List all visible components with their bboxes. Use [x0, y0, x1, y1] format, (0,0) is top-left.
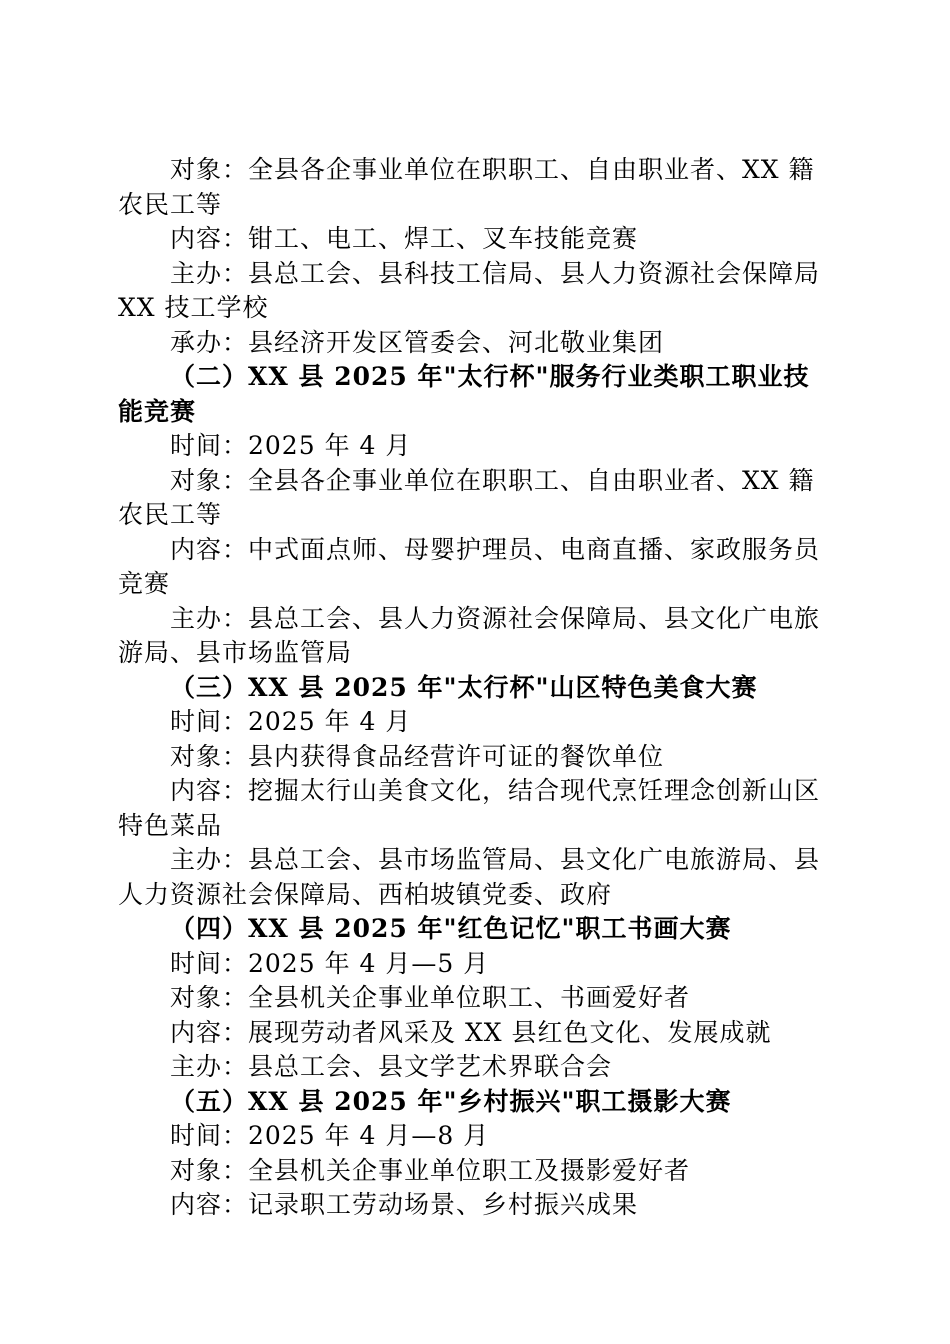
section-heading-4: （四）XX 县 2025 年"红色记忆"职工书画大赛 [170, 914, 732, 943]
paragraph-target-5: 对象：全县机关企事业单位职工及摄影爱好者 [170, 1155, 691, 1185]
paragraph-organizer-1: 主办：县总工会、县科技工信局、县人力资源社会保障局 XX 技工学校 [118, 258, 821, 322]
paragraph-content-3: 内容：挖掘太行山美食文化，结合现代烹饪理念创新山区特色菜品 [118, 776, 821, 840]
section-heading-3: （三）XX 县 2025 年"太行杯"山区特色美食大赛 [170, 672, 758, 702]
paragraph-target-1: 对象：全县各企事业单位在职职工、自由职业者、XX 籍农民工等 [118, 155, 815, 219]
paragraph-content-5: 内容：记录职工劳动场景、乡村振兴成果 [170, 1190, 639, 1219]
paragraph-content-4: 内容：展现劳动者风采及 XX 县红色文化、发展成就 [170, 1017, 772, 1047]
paragraph-target-4: 对象：全县机关企事业单位职工、书画爱好者 [170, 983, 691, 1012]
paragraph-time-3: 时间：2025 年 4 月 [170, 707, 412, 736]
paragraph-undertaker-1: 承办：县经济开发区管委会、河北敬业集团 [170, 327, 665, 357]
document-body [118, 153, 824, 1223]
section-heading-2: （二）XX 县 2025 年"太行杯"服务行业类职工职业技能竞赛 [118, 362, 810, 426]
section-heading-5: （五）XX 县 2025 年"乡村振兴"职工摄影大赛 [170, 1086, 732, 1116]
paragraph-content-2: 内容：中式面点师、母婴护理员、电商直播、家政服务员竞赛 [118, 534, 821, 598]
paragraph-target-3: 对象：县内获得食品经营许可证的餐饮单位 [170, 741, 665, 771]
paragraph-target-2: 对象：全县各企事业单位在职职工、自由职业者、XX 籍农民工等 [118, 465, 815, 529]
paragraph-time-5: 时间：2025 年 4 月—8 月 [170, 1121, 490, 1150]
paragraph-organizer-3: 主办：县总工会、县市场监管局、县文化广电旅游局、县人力资源社会保障局、西柏坡镇党委、政府 [118, 845, 821, 909]
paragraph-organizer-4: 主办：县总工会、县文学艺术界联合会 [170, 1052, 613, 1081]
paragraph-content-1: 内容：钳工、电工、焊工、叉车技能竞赛 [170, 224, 639, 253]
paragraph-organizer-2: 主办：县总工会、县人力资源社会保障局、县文化广电旅游局、县市场监管局 [118, 603, 821, 667]
paragraph-time-2: 时间：2025 年 4 月 [170, 431, 412, 460]
paragraph-time-4: 时间：2025 年 4 月—5 月 [170, 948, 490, 978]
